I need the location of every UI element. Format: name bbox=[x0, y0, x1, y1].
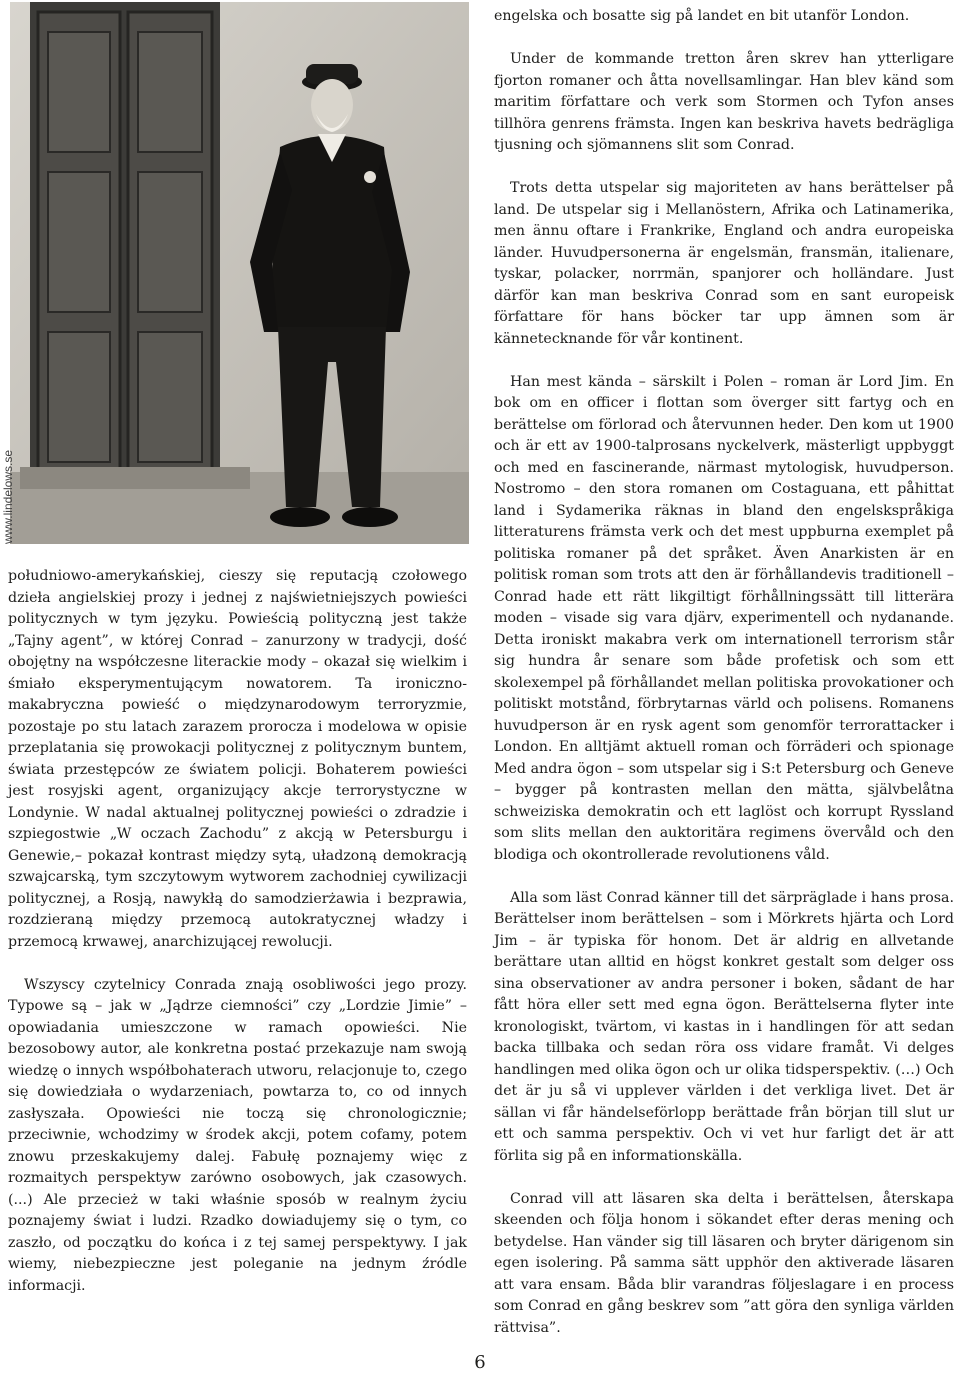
paragraph: Han mest kända – särskilt i Polen – roman är Lord Jim. En bok om en officer i flottan som överger sitt fartyg och en berättelse om förlorad och återvunnen heder. Den kom ut 1900 och är ett av 1900-talprosans nyckelverk, mästerligt uppbyggt och med en fascinerande, närmast mytologisk, huvudperson. Nostromo – den stora romanen om Costaguana, ett påhittat land i Sydamerika räknas in bland den engelskspråkiga litteraturens främsta verk och det mest uppburna exemplet på politiska romaner på det språket. Även Anarkisten är en politisk roman som trots att den är förhållandevis traditionell – Conrad hade ett rätt likgiltigt förhållningssätt till litterära moden – visade sig vara djärv, experimentell och nydanande. Detta ironiskt makabra verk om internationell terrorism står sig hundra år senare som både profetisk och som ett skolexempel på förhållandet mellan politiska provokationer och politiskt motstånd, förbrytarnas värld och polisens. Romanens huvudperson är en rysk agent som genomför terrorattacker i London. En alltjämt aktuell roman och förräderi och spionage Med andra ögon – som utspelar sig i S:t Petersburg och Geneve – bygger på kontrasten mellan den mätta, självbelåtna schweiziska demokratin och ett laglöst och korrupt Ryssland som slits mellan den auktoritära regimens övervåld och den blodiga och okontrollerade revolutionens våld. bbox=[494, 373, 954, 863]
paragraph: Under de kommande tretton åren skrev han ytterligare fjorton romaner och åtta novellsamlingar. Han blev känd som maritim författare och verk som Stormen och Tyfon anses tillhöra genrens främsta. Ingen kan beskriva havets bedrägliga tjusning och sjömannens slit som Conrad. bbox=[494, 51, 954, 153]
paragraph: engelska och bosatte sig på landet en bit utanför London. bbox=[494, 8, 910, 24]
paragraph: Alla som läst Conrad känner till det särpräglade i hans prosa. Berättelser inom berättelsen – som i Mörkrets hjärta och Lord Jim – är typiska för honom. Det är aldrig en allvetande berättare utan alltid en högst konkret gestalt som delger oss sina observationer av andra personer i boken, sådant de har fått höra eller sett med egna ögon. Berättelserna flyter inte kronologiskt, tvärtom, vi kastas in i handlingen för att sedan backa tillbaka och sedan röra oss vidare framåt. Vi delges handlingen med olika ögon och ur olika tidsperspektiv. (…) Och det är ju så vi upplever världen i det verkliga livet. Det är sällan vi får händelseförlopp berättade från början till slut ur ett och samma perspektiv. Och vi vet hur farligt det är att förlita sig på en informationskälla. bbox=[494, 889, 954, 1164]
swedish-text-column bbox=[494, 6, 954, 1361]
paragraph: Trots detta utspelar sig majoriteten av hans berättelser på land. De utspelar sig i Mellanöstern, Afrika och Latinamerika, men ännu oftare i Frankrike, England och andra europeiska länder. Huvudpersonerna är engelsmän, fransmän, italienare, tyskar, polacker, norrmän, spanjorer och holländare. Just därför kan man beskriva Conrad som en sant europeisk författare för hans böcker tar upp ämnen som är kännetecknande för vår kontinent. bbox=[494, 180, 954, 347]
polish-text-column bbox=[8, 566, 467, 1319]
paragraph: Conrad vill att läsaren ska delta i berättelsen, återskapa skeenden och följa honom i sökandet efter deras mening och betydelse. Han vänder sig till läsaren och bryter därigenom sin egen isolering. På samma sätt upphör den aktiverade läsaren att vara ensam. Båda blir varandras följeslagare i en process som Conrad en gång beskrev som ”att göra den synliga världen rättvisa”. bbox=[494, 1190, 954, 1336]
photo-credit: www.lindelows.se bbox=[1, 449, 15, 545]
paragraph: południowo-amerykańskiej, cieszy się reputacją czołowego dzieła angielskiej prozy i jednej z najświetniejszych powieści politycznych w tym języku. Powieścią polityczną jest także „Tajny agent”, w której Conrad – zanurzony w tradycji, dość obojętny na współczesne literackie mody – okazał się wielkim i śmiało eksperymentującym nowatorem. Ta ironiczno-makabryczna powieść o międzynarodowym terroryzmie, pozostaje po stu latach zarazem prorocza i modelowa w opisie przeplatania się prowokacji politycznej z politycznym buntem, świata przestępców ze światem policji. Bohaterem powieści jest rosyjski agent, organizujący akcje terrorystyczne w Londynie. W nadal aktualnej politycznej powieści o zdradzie i szpiegostwie „W oczach Zachodu” z akcją w Petersburgu i Genewie,– pokazał kontrast między sytą, uładzoną demokracją szwajcarską, tym szczytowym wytworem zachodniej cywilizacji politycznej, a Rosją, nawykłą do samodzierżawia i bezprawia, rozdzieraną między przemocą autokratycznej władzy i przemocą krwawej, anarchizującej rewolucji. bbox=[8, 568, 467, 950]
paragraph: Wszyscy czytelnicy Conrada znają osobliwości jego prozy. Typowe są – jak w „Jądrze ciemności” czy „Lordzie Jimie” – opowiadania umieszczone w ramach opowieści. Nie bezosobowy autor, ale konkretna postać przekazuje nam swoją wiedzę o innych współbohaterach utworu, relacjonuje to, czego się dowiedziała o wydarzeniach, powtarza to, co od innych zasłyszała. Opowieści nie toczą się chronologicznie; przeciwnie, wchodzimy w środek akcji, potem cofamy, potem znowu przeskakujemy dalej. Fabułę poznajemy więc z rozmaitych perspektyw zarówno osobowych, jak czasowych. (...) Ale przecież w taki właśnie sposób w realnym życiu poznajemy świat i ludzi. Rzadko dowiadujemy się o tym, co zaszło, od początku do końca i z tej samej perspektywy. I jak wiemy, niebezpieczne jest poleganie na jednym źródle informacji. bbox=[8, 976, 467, 1294]
portrait-illustration bbox=[10, 2, 469, 544]
page-number: 6 bbox=[474, 1352, 486, 1373]
portrait-photo bbox=[10, 2, 469, 544]
